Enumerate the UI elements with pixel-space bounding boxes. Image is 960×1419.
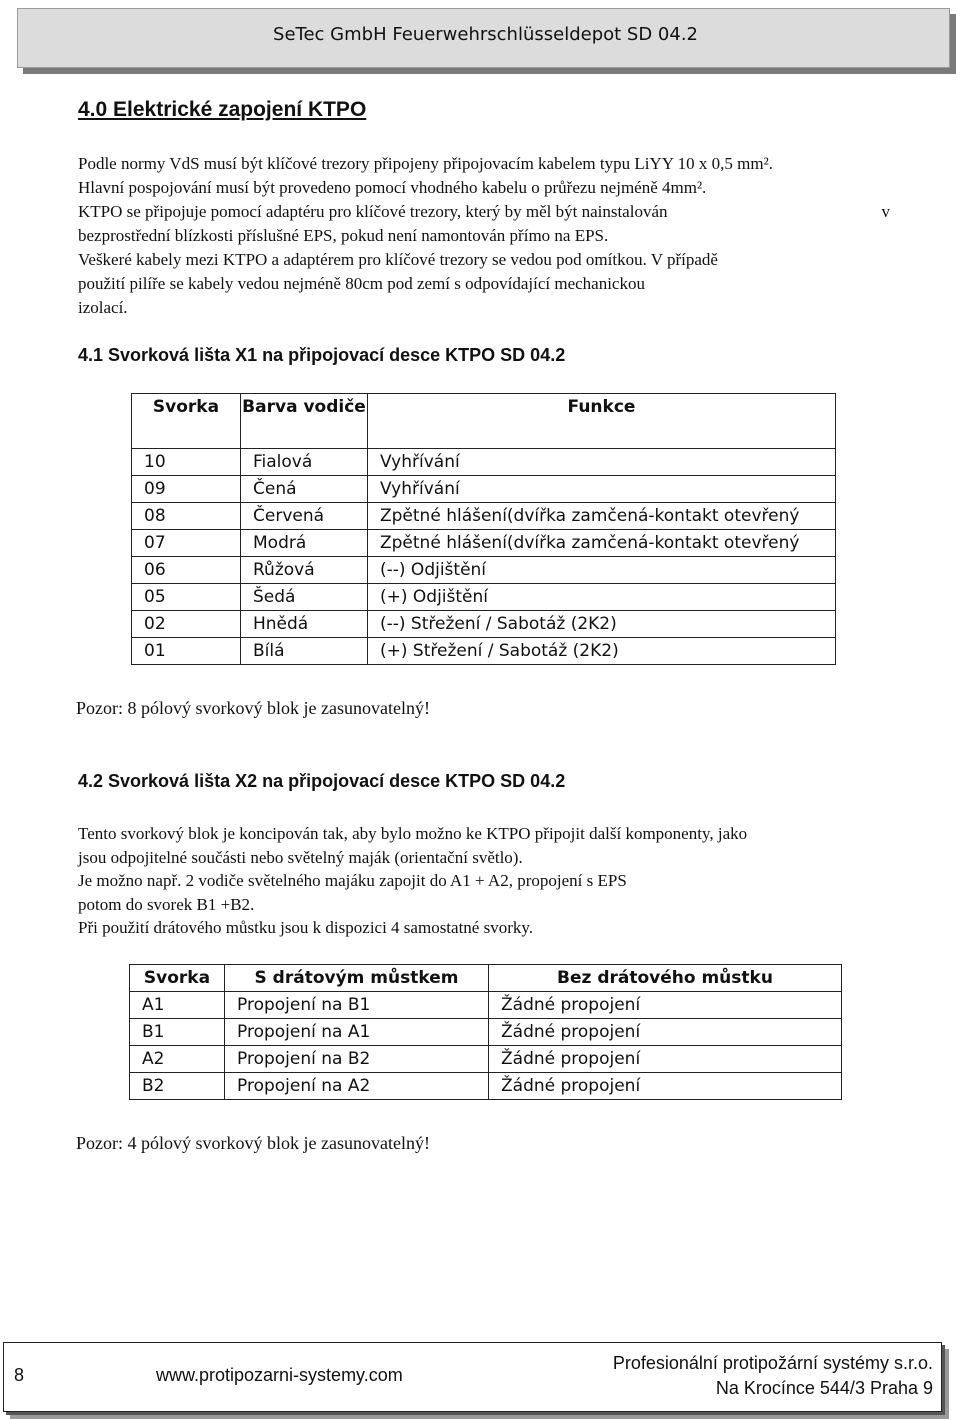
table-cell: Vyhřívání	[368, 476, 836, 503]
table-cell: A1	[130, 992, 225, 1019]
table-cell: B1	[130, 1019, 225, 1046]
table-cell: (+) Odjištění	[368, 584, 836, 611]
table-row	[130, 1073, 842, 1100]
table-cell: Čená	[241, 476, 368, 503]
intro-line: bezprostřední blízkosti příslušné EPS, pokud není namontován přímo na EPS.	[78, 226, 609, 245]
x2-paragraph	[78, 822, 908, 940]
table-header-row	[130, 965, 842, 992]
table-cell: B2	[130, 1073, 225, 1100]
table-row	[132, 449, 836, 476]
table-cell: 10	[132, 449, 241, 476]
note-x2: Pozor: 4 pólový svorkový blok je zasunovatelný!	[76, 1133, 430, 1153]
page-footer	[3, 1342, 942, 1412]
table-row	[130, 992, 842, 1019]
intro-line: použití pilíře se kabely vedou nejméně 80cm pod zemí s odpovídající mechanickou	[78, 274, 645, 293]
intro-paragraph	[78, 152, 890, 320]
table-cell: 07	[132, 530, 241, 557]
table-cell: 05	[132, 584, 241, 611]
x2-line: Je možno např. 2 vodiče světelného majáku zapojit do A1 + A2, propojení s EPS	[78, 871, 627, 890]
column-header: Funkce	[368, 394, 836, 449]
x2-line: Tento svorkový blok je koncipován tak, aby bylo možno ke KTPO připojit další komponenty, jako	[78, 824, 748, 843]
column-header: Svorka	[132, 394, 241, 449]
x2-line: jsou odpojitelné součásti nebo světelný maják (orientační světlo).	[78, 847, 523, 867]
table-header-row	[132, 394, 836, 449]
table-cell: 06	[132, 557, 241, 584]
table-cell: (--) Střežení / Sabotáž (2K2)	[368, 611, 836, 638]
intro-line: Podle normy VdS musí být klíčové trezory připojeny připojovacím kabelem typu LiYY 10 x 0,5 mm².	[78, 154, 773, 173]
table-cell: 09	[132, 476, 241, 503]
table-cell: Bílá	[241, 638, 368, 665]
intro-line: izolací.	[78, 298, 128, 317]
table-cell: Propojení na B1	[225, 992, 489, 1019]
table-cell: Červená	[241, 503, 368, 530]
table-row	[132, 611, 836, 638]
intro-line: Veškeré kabely mezi KTPO a adaptérem pro klíčové trezory se vedou pod omítkou. V případě	[78, 250, 718, 269]
table-cell: Žádné propojení	[489, 1046, 842, 1073]
x2-line: potom do svorek B1 +B2.	[78, 894, 255, 914]
column-header: Barva vodiče	[241, 394, 368, 449]
table-row	[132, 638, 836, 665]
table-row	[130, 1019, 842, 1046]
section-title-4-0: 4.0 Elektrické zapojení KTPO	[78, 98, 367, 121]
x2-line: Při použití drátového můstku jsou k dispozici 4 samostatné svorky.	[78, 918, 534, 937]
table-row	[132, 557, 836, 584]
table-cell: (+) Střežení / Sabotáž (2K2)	[368, 638, 836, 665]
table-row	[132, 530, 836, 557]
terminal-table-x2	[129, 964, 842, 1100]
section-title-4-1: 4.1 Svorková lišta X1 na připojovací desce KTPO SD 04.2	[78, 345, 566, 365]
table-cell: Modrá	[241, 530, 368, 557]
column-header: Bez drátového můstku	[489, 965, 842, 992]
table-cell: 02	[132, 611, 241, 638]
intro-line-text: KTPO se připojuje pomocí adaptéru pro klíčové trezory, který by měl být nainstalován	[78, 202, 668, 221]
table-row	[132, 584, 836, 611]
footer-company: Profesionální protipožární systémy s.r.o.	[612, 1353, 933, 1373]
table-row	[132, 476, 836, 503]
table-cell: Propojení na A2	[225, 1073, 489, 1100]
intro-line	[78, 200, 890, 224]
table-cell: Fialová	[241, 449, 368, 476]
table-row	[130, 1046, 842, 1073]
table-cell: Žádné propojení	[489, 992, 842, 1019]
table-cell: Hnědá	[241, 611, 368, 638]
column-header: Svorka	[130, 965, 225, 992]
table-row	[132, 503, 836, 530]
column-header: S drátovým můstkem	[225, 965, 489, 992]
table-cell: Propojení na A1	[225, 1019, 489, 1046]
footer-website-link[interactable]: www.protipozarni-systemy.com	[156, 1365, 403, 1385]
table-cell: 01	[132, 638, 241, 665]
intro-line: Hlavní pospojování musí být provedeno pomocí vhodného kabelu o průřezu nejméně 4mm².	[78, 178, 707, 197]
table-cell: (--) Odjištění	[368, 557, 836, 584]
footer-address: Na Krocínce 544/3 Praha 9	[715, 1378, 933, 1398]
table-cell: Šedá	[241, 584, 368, 611]
table-cell: Vyhřívání	[368, 449, 836, 476]
table-cell: Zpětné hlášení(dvířka zamčená-kontakt otevřený	[368, 503, 836, 530]
note-x1: Pozor: 8 pólový svorkový blok je zasunovatelný!	[76, 698, 430, 718]
table-cell: Růžová	[241, 557, 368, 584]
page-number: 8	[14, 1365, 25, 1385]
table-cell: Žádné propojení	[489, 1019, 842, 1046]
table-cell: A2	[130, 1046, 225, 1073]
section-title-4-2: 4.2 Svorková lišta X2 na připojovací desce KTPO SD 04.2	[78, 771, 566, 791]
document-header-title: SeTec GmbH Feuerwehrschlüsseldepot SD 04.2	[273, 24, 698, 45]
table-cell: Propojení na B2	[225, 1046, 489, 1073]
table-cell: Žádné propojení	[489, 1073, 842, 1100]
table-cell: 08	[132, 503, 241, 530]
table-cell: Zpětné hlášení(dvířka zamčená-kontakt otevřený	[368, 530, 836, 557]
terminal-table-x1	[131, 393, 836, 665]
intro-line-end: v	[881, 202, 890, 221]
